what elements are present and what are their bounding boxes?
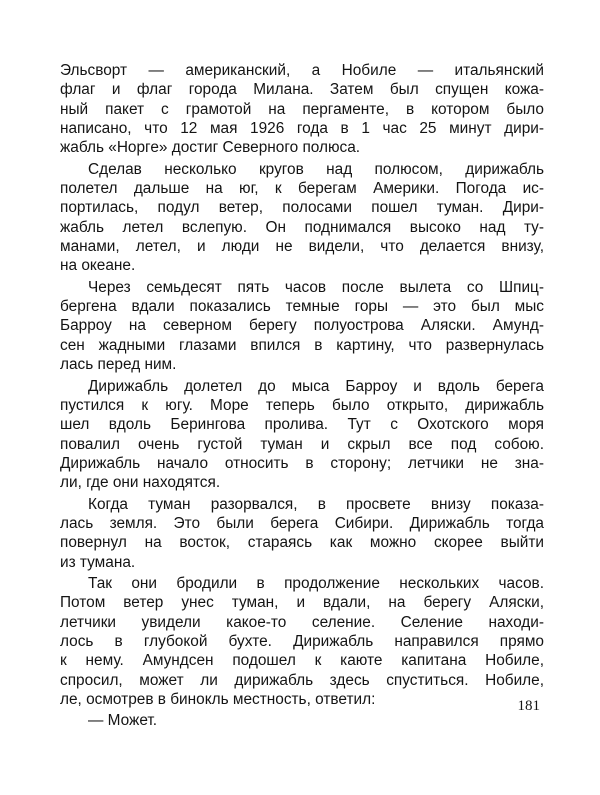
text-line: лась перед ним.: [60, 356, 177, 374]
text-line: спросил, может ли дирижабль здесь спуститься. Нобиле,: [60, 671, 544, 689]
text-line: манами, летел, и люди не видели, что делается внизу,: [60, 238, 544, 256]
text-line: написано, что 12 мая 1926 года в 1 час 25 минут дири-: [60, 120, 544, 138]
paragraph: [60, 574, 544, 709]
text-line: Когда туман разорвался, в просвете внизу показа-: [88, 495, 544, 513]
text-line: Эльсворт — американский, а Нобиле — итальянский: [60, 62, 544, 79]
text-line: на океане.: [60, 257, 136, 275]
text-line: портилась, подул ветер, полосами пошел туман. Дири-: [60, 199, 544, 217]
text-line: повалил очень густой туман и скрыл все под собою.: [60, 435, 544, 453]
paragraph: [60, 160, 544, 276]
text-line: жабль летел вслепую. Он поднимался высоко над ту-: [60, 218, 544, 236]
text-line: полетел дальше на юг, к берегам Америки. Погода ис-: [60, 180, 544, 198]
body-text: [60, 61, 544, 731]
text-line: жабль «Норге» достиг Северного полюса.: [60, 139, 361, 157]
text-line: ли, где они находятся.: [60, 474, 221, 492]
text-line: Дирижабль начало относить в сторону; летчики не зна-: [60, 454, 544, 472]
text-line: ный пакет с грамотой на пергаменте, в котором было: [60, 100, 544, 118]
text-line: Так они бродили в продолжение нескольких часов.: [88, 574, 544, 592]
text-line: Сделав несколько кругов над полюсом, дирижабль: [88, 160, 544, 178]
text-line: шел вдоль Берингова пролива. Тут с Охотского моря: [60, 416, 544, 434]
text-line: к нему. Амундсен подошел к каюте капитана Нобиле,: [60, 652, 544, 670]
paragraph: [60, 278, 544, 375]
text-line: Дирижабль долетел до мыса Барроу и вдоль берега: [88, 377, 544, 395]
text-line: Через семьдесят пять часов после вылета со Шпиц-: [88, 278, 544, 296]
text-line: флаг и флаг города Милана. Затем был спущен кожа-: [60, 81, 544, 99]
paragraph: [60, 377, 544, 493]
text-line: лось в глубокой бухте. Дирижабль направился прямо: [60, 632, 544, 650]
text-line: повернул на восток, стараясь как можно скорее выйти: [60, 534, 544, 552]
text-line: пустился к югу. Море теперь было открыто, дирижабль: [60, 396, 544, 414]
page-number: 181: [517, 698, 540, 714]
text-line: летчики увидели какое-то селение. Селение находи-: [60, 613, 544, 631]
text-line: — Может.: [88, 712, 158, 730]
text-line: бергена вдали показались темные горы — это был мыс: [60, 298, 544, 316]
text-line: сен жадными глазами впился в картину, что развернулась: [60, 336, 544, 354]
text-line: Потом ветер унес туман, и вдали, на берегу Аляски,: [60, 594, 544, 612]
paragraph: [60, 495, 544, 572]
text-line: из тумана.: [60, 553, 136, 571]
paragraph: [60, 61, 544, 158]
text-line: ле, осмотрев в бинокль местность, ответил:: [60, 691, 376, 708]
text-line: лась земля. Это были берега Сибири. Дирижабль тогда: [60, 514, 544, 532]
text-line: Барроу на северном берегу полуострова Аляски. Амунд-: [60, 317, 544, 335]
paragraph: [60, 711, 544, 730]
